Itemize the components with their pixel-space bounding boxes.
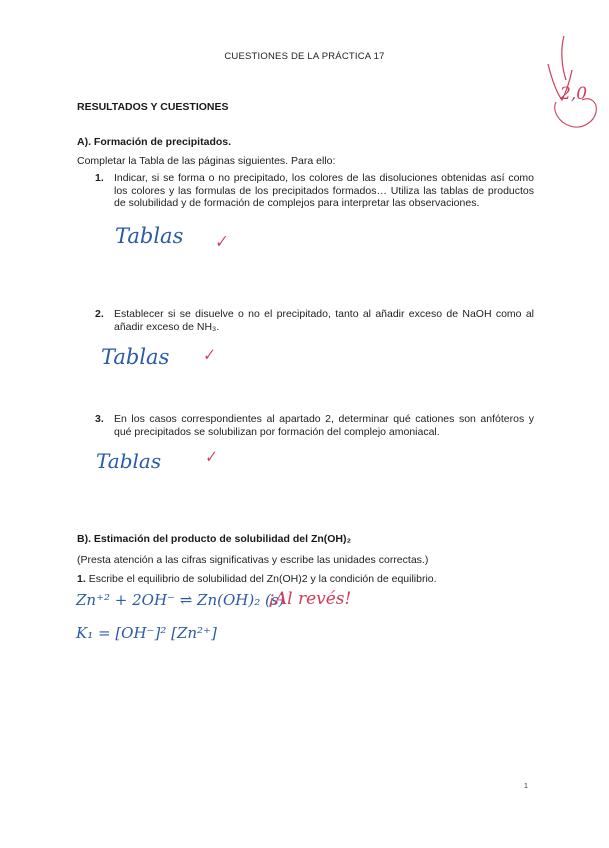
question-number: 1. bbox=[95, 172, 104, 184]
part-b-title: B). Estimación del producto de solubilidad del Zn(OH)₂ bbox=[77, 533, 352, 545]
question-number: 2. bbox=[95, 308, 104, 320]
part-a-title: A). Formación de precipitados. bbox=[77, 136, 232, 148]
check-mark-1: ✓ bbox=[212, 230, 229, 253]
practice-header-title: CUESTIONES DE LA PRÁCTICA 17 bbox=[224, 51, 385, 62]
question-text: Establecer si se disuelve o no el precipitado, tanto al añadir exceso de NaOH como al añadir exceso de NH₃. bbox=[114, 308, 534, 333]
question-number: 3. bbox=[95, 413, 104, 425]
check-mark-2: ✓ bbox=[200, 345, 217, 365]
handwritten-answer-2: Tablas bbox=[101, 345, 170, 369]
handwritten-answer-1: Tablas bbox=[115, 224, 184, 248]
question-item-1 bbox=[95, 172, 535, 212]
part-a-intro: Completar la Tabla de las páginas siguientes. Para ello: bbox=[77, 155, 336, 167]
correction-note: ¡Al revés! bbox=[268, 589, 352, 609]
part-b-question-1 bbox=[77, 573, 437, 586]
question-text: En los casos correspondientes al apartado 2, determinar qué cationes son anfóteros y qué precipitados se solubilizan por formación del complejo amoniacal. bbox=[114, 413, 534, 438]
page-number: 1 bbox=[524, 783, 528, 790]
handwritten-equilibrium-constant: K₁ = [OH⁻]² [Zn²⁺] bbox=[76, 624, 217, 642]
grade-value: 2,0 bbox=[560, 84, 588, 104]
handwritten-equilibrium: Zn⁺² + 2OH⁻ ⇌ Zn(OH)₂ (s) bbox=[76, 591, 285, 609]
grade-check-stroke bbox=[562, 36, 566, 80]
handwritten-answer-3: Tablas bbox=[96, 449, 162, 473]
question-text: Escribe el equilibrio de solubilidad del Zn(OH)2 y la condición de equilibrio. bbox=[88, 573, 437, 585]
part-b-note: (Presta atención a las cifras significativas y escribe las unidades correctas.) bbox=[77, 554, 429, 566]
question-item-3 bbox=[95, 413, 535, 441]
check-mark-3: ✓ bbox=[202, 447, 219, 467]
question-number: 1. bbox=[77, 573, 86, 585]
question-text: Indicar, si se forma o no precipitado, los colores de las disoluciones obtenidas así como los colores y las formulas de los precipitados formados… Utiliza las tablas de productos de solubilidad y de formación de complejos para interpretar las observaciones. bbox=[114, 172, 534, 209]
question-item-2 bbox=[95, 308, 535, 336]
section-title: RESULTADOS Y CUESTIONES bbox=[77, 101, 229, 113]
